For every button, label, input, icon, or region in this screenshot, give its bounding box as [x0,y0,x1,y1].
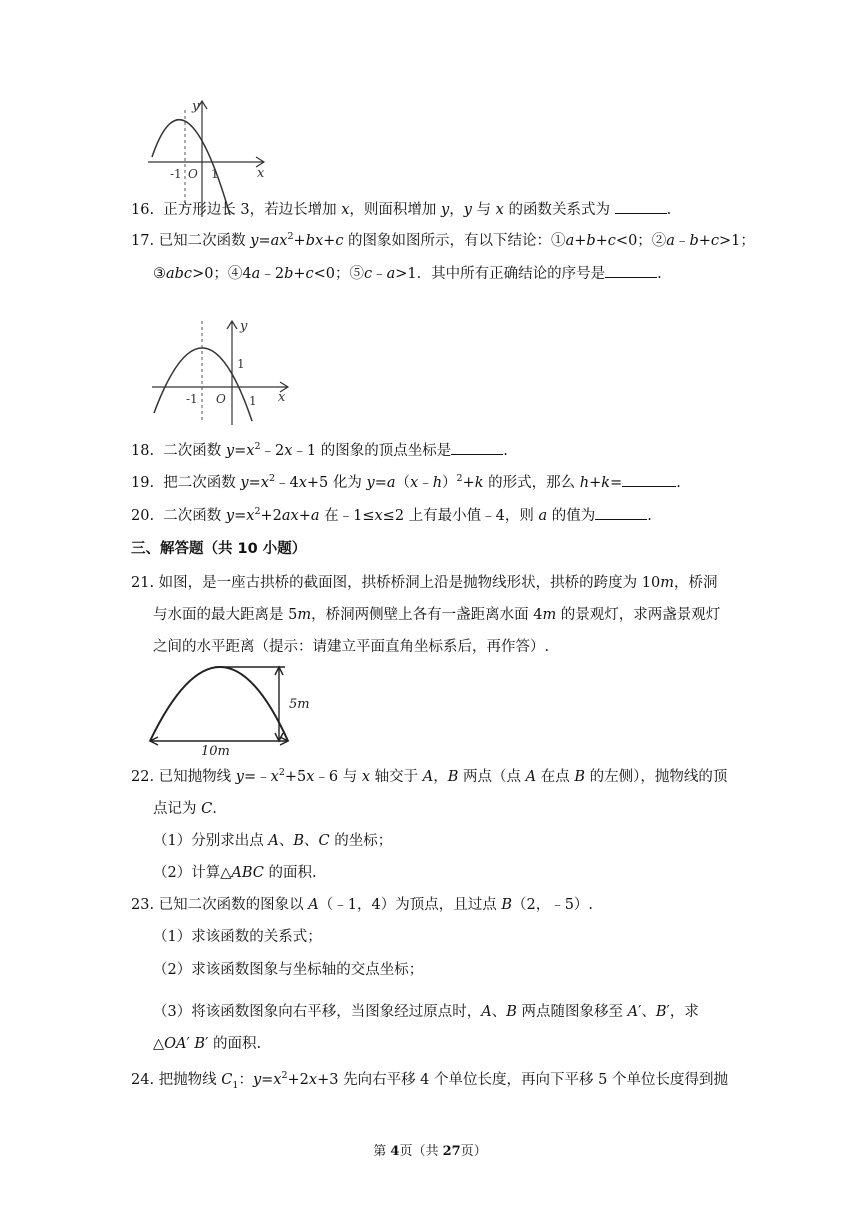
question-17-line-2: ③abc>0；④4a﹣2b+c<0；⑤c﹣a>1．其中所有正确结论的序号是 . [153,263,662,284]
origin-label: O [188,167,198,181]
answer-blank-18[interactable] [451,440,503,455]
total-pages: 27 [442,1144,461,1159]
arch-bridge-figure [145,663,325,758]
question-22-line-1: 22. 已知抛物线 $y=﹣x^2+5x﹣6$ 与 x 轴交于 A，B 两点（点 A 在点 B 的左侧），抛物线的顶 [131,767,728,785]
answer-blank-16[interactable] [615,199,667,214]
question-22-sub-1: （1）分别求出点 A、B、C 的坐标； [153,833,393,849]
question-21-line-3: 之间的水平距离（提示：请建立平面直角坐标系后，再作答）. [153,639,550,655]
question-20: 20. 二次函数 $y=x^2+2ax+a$ 在﹣1≤x≤2 上有最小值﹣4，则 a 的值为 . [131,506,652,524]
tick-label-neg1: -1 [186,392,198,406]
tick-label-x-1: 1 [249,394,257,408]
question-18: 18. 二次函数 $y=x^2﹣2x﹣1$ 的图象的顶点坐标是 . [131,441,508,459]
tick-label-y-1: 1 [237,357,245,371]
question-21-line-2: 与水面的最大距离是 5m，桥洞两侧壁上各有一盏距离水面 4m 的景观灯，求两盏景观灯 [153,607,721,623]
question-17-line-1: 17. 已知二次函数 $y=ax^2+bx+c$ 的图象如图所示，有以下结论：①a+b+c<0；②a﹣b+c>1； [131,231,755,249]
origin-label: O [216,392,226,406]
question-22-line-2: 点记为 C. [153,801,217,817]
page-number: 4 [390,1144,400,1159]
y-axis-label: y [240,319,248,334]
answer-blank-19[interactable] [622,472,676,487]
question-21-line-1: 21. 如图，是一座古拱桥的截面图，拱桥桥洞上沿是抛物线形状，拱桥的跨度为 10m，桥洞 [131,575,718,591]
answer-blank-20[interactable] [595,505,647,520]
question-16: 16. 正方形边长 3，若边长增加 x，则面积增加 y，y 与 x 的函数关系式为 . [131,199,671,220]
x-axis-label: x [257,166,265,181]
section-heading: 三、解答题（共 10 小题） [131,541,307,557]
tick-label-neg1: -1 [170,167,182,181]
height-label: 5m [289,697,310,712]
x-axis-label: x [278,390,286,405]
question-23-sub-3: （3）将该函数图象向右平移，当图象经过原点时，A、B 两点随图象移至 A′、B′，求 [153,1004,699,1020]
arch-curve [150,667,288,741]
page-footer: 第 4页（共 27页） [373,1144,487,1159]
question-23-sub-2: （2）求该函数图象与坐标轴的交点坐标； [153,962,424,978]
question-23-line-1: 23. 已知二次函数的图象以 A（﹣1，4）为顶点，且过点 B（2，﹣5）. [131,897,594,913]
question-23-sub-1: （1）求该函数的关系式； [153,929,322,945]
question-24: 24. 把抛物线 $C_1$：$y=x^2+2x+3$ 先向右平移 4 个单位长度，再向下平移 5 个单位长度得到抛 [131,1070,728,1091]
parabola-graph-2 [148,315,298,427]
y-axis-label: y [192,99,200,114]
tick-label-1: 1 [211,167,219,181]
span-label: 10m [201,744,230,759]
question-19: 19. 把二次函数 $y=x^2﹣4x+5$ 化为 y=a（x﹣h）$^2$+k 的形式，那么 h+k= . [131,473,681,491]
question-23-sub-3-cont: △OA′ B′ 的面积. [153,1036,262,1052]
question-22-sub-2: （2）计算△ABC 的面积. [153,865,317,881]
answer-blank-17[interactable] [605,263,657,278]
